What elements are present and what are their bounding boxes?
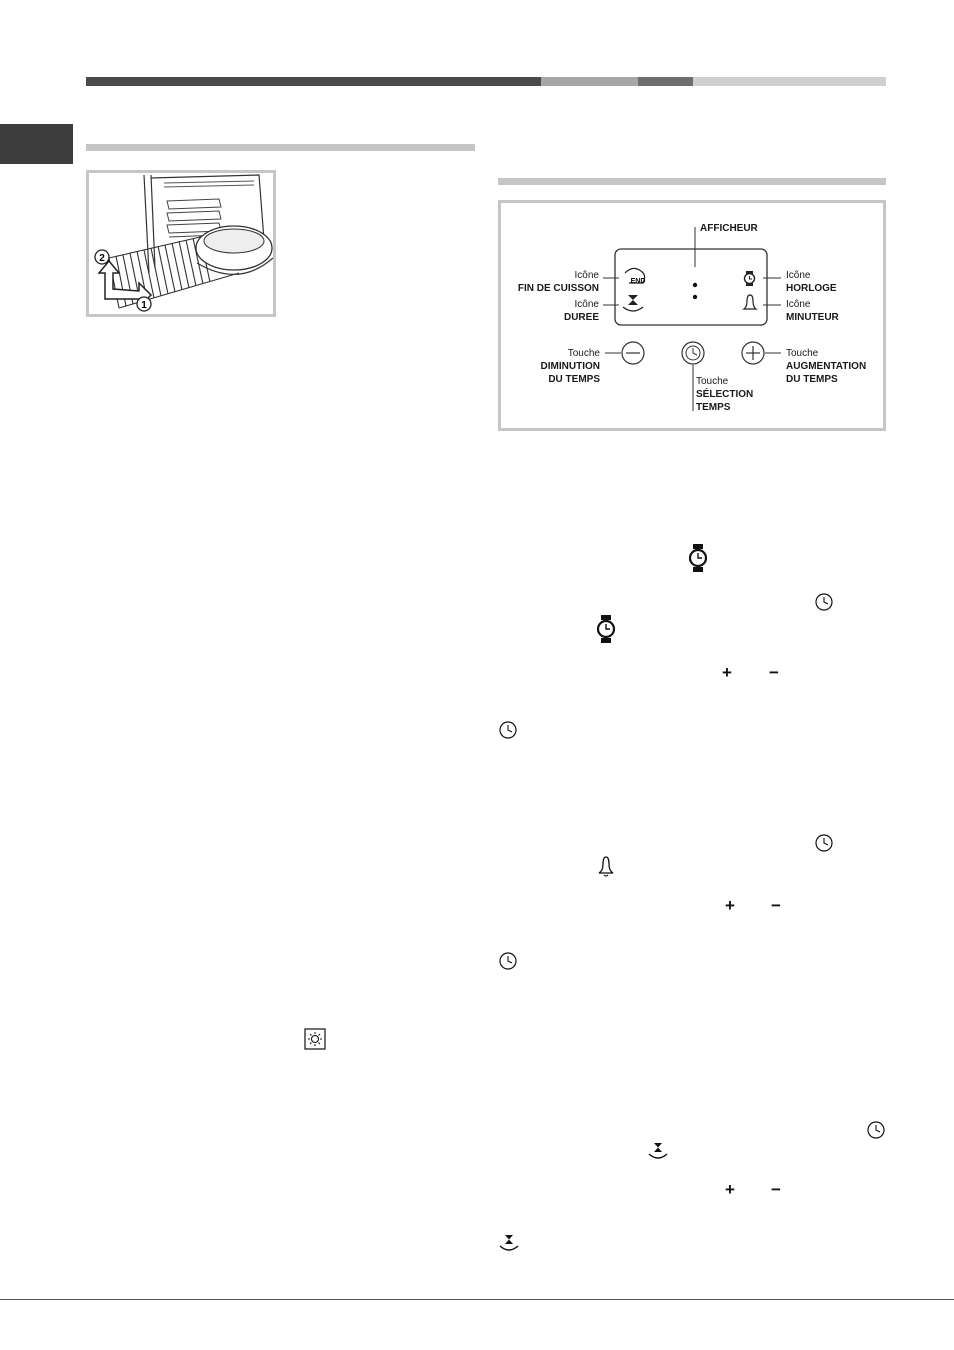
svg-text:END: END [630,278,646,285]
language-tab [0,124,73,164]
step-2-label: 2 [99,253,105,264]
rack-illustration [86,170,276,317]
bell-icon [744,295,756,309]
minus-symbol: − [771,896,781,915]
clock-icon-label: Icône HORLOGE [786,270,837,294]
end-icon-label: Icône FIN DE CUISSON [517,270,599,294]
plus-symbol: + [722,663,732,682]
minus-symbol: − [771,1180,781,1199]
bell-icon [596,854,616,878]
select-time-key[interactable] [682,342,704,364]
hourglass-icon [623,295,643,311]
header-bar-light [693,77,886,86]
watch-icon [745,271,755,286]
plus-symbol: + [725,896,735,915]
clock-icon [814,833,834,853]
watch-icon [596,614,616,644]
header-bar-dark [86,77,541,86]
minus-symbol: − [769,663,779,682]
clock-icon [814,592,834,612]
control-panel-diagram [498,200,886,431]
clock-icon [498,720,518,740]
step-1-label: 1 [141,300,147,311]
timer-icon-label: Icône MINUTEUR [786,299,839,323]
section-rule-left [86,144,475,151]
minus-key-label: Touche DIMINUTION DU TEMPS [540,348,600,385]
plus-key[interactable] [742,342,764,364]
header-bar-dark-2 [638,77,693,86]
hourglass-icon [497,1232,521,1254]
footer-rule [0,1299,954,1300]
display-label: AFFICHEUR [700,223,758,234]
plus-key-label: Touche AUGMENTATION DU TEMPS [786,348,867,385]
duration-icon-label: Icône DUREE [563,299,599,323]
section-rule-right [498,178,886,185]
clock-icon [498,951,518,971]
plus-symbol: + [725,1180,735,1199]
header-bar-mid [541,77,638,86]
clock-icon [866,1119,886,1141]
end-icon [625,268,645,285]
minus-key[interactable] [622,342,644,364]
oven-light-icon [304,1028,326,1050]
hourglass-icon [646,1140,670,1162]
select-key-label: Touche SÉLECTION TEMPS [696,376,754,413]
watch-icon [688,543,708,573]
